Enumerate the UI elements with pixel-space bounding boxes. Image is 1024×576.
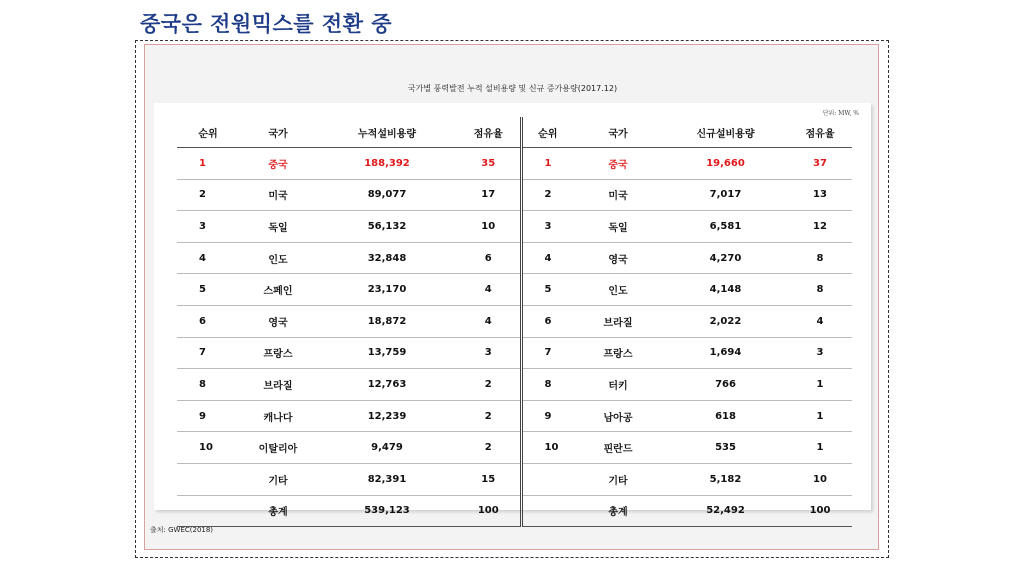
country-cell: 프랑스 <box>239 337 317 369</box>
cumulative-capacity-cell: 23,170 <box>317 274 457 306</box>
new-capacity-cell: 7,017 <box>663 179 788 211</box>
country-cell: 독일 <box>239 211 317 243</box>
country-cell: 브라질 <box>239 369 317 401</box>
country-cell: 이탈리아 <box>239 432 317 464</box>
header-share: 점유율 <box>457 117 521 148</box>
country-cell: 스페인 <box>239 274 317 306</box>
rank-cell: 2 <box>177 179 239 211</box>
wind-capacity-table <box>177 117 852 527</box>
rank-cell <box>521 495 573 527</box>
rank-cell: 1 <box>177 148 239 180</box>
share-cell: 1 <box>788 400 852 432</box>
rank-cell <box>521 463 573 495</box>
share-cell: 15 <box>457 463 521 495</box>
header-rank: 순위 <box>521 117 573 148</box>
header-rank: 순위 <box>177 117 239 148</box>
rank-cell: 8 <box>177 369 239 401</box>
share-cell: 6 <box>457 242 521 274</box>
table-row <box>177 211 852 243</box>
new-capacity-cell: 4,270 <box>663 242 788 274</box>
rank-cell: 9 <box>521 400 573 432</box>
share-cell: 12 <box>788 211 852 243</box>
share-cell: 35 <box>457 148 521 180</box>
cumulative-capacity-cell: 82,391 <box>317 463 457 495</box>
cumulative-capacity-cell: 32,848 <box>317 242 457 274</box>
rank-cell: 2 <box>521 179 573 211</box>
table-row <box>177 369 852 401</box>
share-cell: 17 <box>457 179 521 211</box>
cumulative-capacity-cell: 9,479 <box>317 432 457 464</box>
table-row <box>177 463 852 495</box>
table-panel <box>144 44 879 550</box>
share-cell: 4 <box>457 305 521 337</box>
unit-label: 단위: MW, % <box>822 110 859 117</box>
cumulative-capacity-cell: 188,392 <box>317 148 457 180</box>
table-row <box>177 274 852 306</box>
new-capacity-cell: 6,581 <box>663 211 788 243</box>
rank-cell: 10 <box>177 432 239 464</box>
new-capacity-cell: 618 <box>663 400 788 432</box>
new-capacity-cell: 5,182 <box>663 463 788 495</box>
share-cell: 8 <box>788 242 852 274</box>
new-capacity-cell: 52,492 <box>663 495 788 527</box>
cumulative-capacity-cell: 56,132 <box>317 211 457 243</box>
country-cell: 기타 <box>239 463 317 495</box>
share-cell: 2 <box>457 369 521 401</box>
table-row <box>177 495 852 527</box>
country-cell: 기타 <box>573 463 663 495</box>
country-cell: 브라질 <box>573 305 663 337</box>
header-row <box>177 117 852 148</box>
share-cell: 8 <box>788 274 852 306</box>
table-caption: 국가별 풍력발전 누적 설비용량 및 신규 증가용량(2017.12) <box>407 84 618 93</box>
rank-cell: 6 <box>177 305 239 337</box>
table-row <box>177 432 852 464</box>
cumulative-capacity-cell: 18,872 <box>317 305 457 337</box>
country-cell: 영국 <box>573 242 663 274</box>
new-capacity-cell: 4,148 <box>663 274 788 306</box>
rank-cell: 3 <box>521 211 573 243</box>
cumulative-capacity-cell: 89,077 <box>317 179 457 211</box>
share-cell: 3 <box>457 337 521 369</box>
share-cell: 4 <box>457 274 521 306</box>
cumulative-capacity-cell: 13,759 <box>317 337 457 369</box>
slide-title: 중국은 전원믹스를 전환 중 <box>140 12 393 36</box>
table-row <box>177 179 852 211</box>
rank-cell <box>177 463 239 495</box>
share-cell: 1 <box>788 432 852 464</box>
rank-cell: 6 <box>521 305 573 337</box>
rank-cell <box>177 495 239 527</box>
country-cell: 인도 <box>573 274 663 306</box>
share-cell: 4 <box>788 305 852 337</box>
rank-cell: 7 <box>177 337 239 369</box>
header-new-capacity: 신규설비용량 <box>663 117 788 148</box>
rank-cell: 9 <box>177 400 239 432</box>
rank-cell: 3 <box>177 211 239 243</box>
country-cell: 인도 <box>239 242 317 274</box>
rank-cell: 5 <box>521 274 573 306</box>
cumulative-capacity-cell: 12,239 <box>317 400 457 432</box>
table-row <box>177 242 852 274</box>
rank-cell: 5 <box>177 274 239 306</box>
header-share: 점유율 <box>788 117 852 148</box>
new-capacity-cell: 19,660 <box>663 148 788 180</box>
table-row <box>177 148 852 180</box>
share-cell: 100 <box>788 495 852 527</box>
table-row <box>177 400 852 432</box>
country-cell: 총계 <box>239 495 317 527</box>
share-cell: 10 <box>457 211 521 243</box>
table-card <box>154 103 871 519</box>
header-country: 국가 <box>239 117 317 148</box>
country-cell: 독일 <box>573 211 663 243</box>
header-cumulative-capacity: 누적설비용량 <box>317 117 457 148</box>
header-country: 국가 <box>573 117 663 148</box>
new-capacity-cell: 766 <box>663 369 788 401</box>
new-capacity-cell: 2,022 <box>663 305 788 337</box>
share-cell: 13 <box>788 179 852 211</box>
share-cell: 37 <box>788 148 852 180</box>
country-cell: 미국 <box>573 179 663 211</box>
share-cell: 2 <box>457 432 521 464</box>
cumulative-capacity-cell: 539,123 <box>317 495 457 527</box>
cumulative-capacity-cell: 12,763 <box>317 369 457 401</box>
country-cell: 캐나다 <box>239 400 317 432</box>
rank-cell: 8 <box>521 369 573 401</box>
country-cell: 프랑스 <box>573 337 663 369</box>
country-cell: 영국 <box>239 305 317 337</box>
country-cell: 중국 <box>239 148 317 180</box>
table-row <box>177 305 852 337</box>
country-cell: 터키 <box>573 369 663 401</box>
share-cell: 3 <box>788 337 852 369</box>
share-cell: 10 <box>788 463 852 495</box>
table-row <box>177 337 852 369</box>
country-cell: 핀란드 <box>573 432 663 464</box>
rank-cell: 4 <box>521 242 573 274</box>
rank-cell: 10 <box>521 432 573 464</box>
share-cell: 1 <box>788 369 852 401</box>
new-capacity-cell: 1,694 <box>663 337 788 369</box>
country-cell: 미국 <box>239 179 317 211</box>
rank-cell: 4 <box>177 242 239 274</box>
source-note: 출처: GWEC(2018) <box>150 526 214 534</box>
country-cell: 총계 <box>573 495 663 527</box>
rank-cell: 7 <box>521 337 573 369</box>
new-capacity-cell: 535 <box>663 432 788 464</box>
share-cell: 2 <box>457 400 521 432</box>
country-cell: 남아공 <box>573 400 663 432</box>
rank-cell: 1 <box>521 148 573 180</box>
country-cell: 중국 <box>573 148 663 180</box>
share-cell: 100 <box>457 495 521 527</box>
